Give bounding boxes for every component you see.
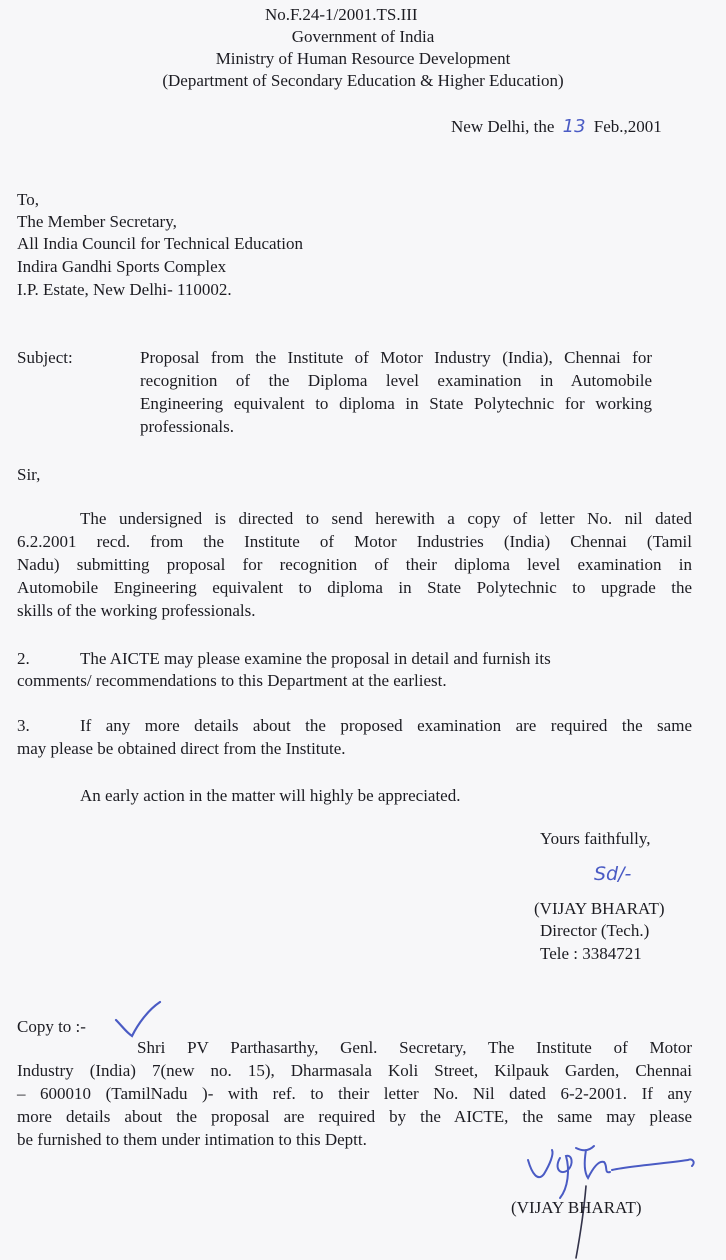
body-line: Automobile Engineering equivalent to diploma in State Polytechnic to upgrade the	[17, 578, 692, 597]
body-line: The AICTE may please examine the proposal in detail and furnish its	[80, 649, 551, 668]
date-line	[451, 116, 662, 138]
paragraph-number: 2.	[17, 649, 30, 668]
subject-line: Engineering equivalent to diploma in State Polytechnic for working	[140, 394, 652, 413]
government-line: Government of India	[291, 27, 435, 46]
closing-line: An early action in the matter will highly be appreciated.	[80, 786, 461, 805]
yours-faithfully: Yours faithfully,	[540, 829, 651, 848]
copy-to-text	[17, 1036, 692, 1151]
body-paragraph-2-first	[80, 647, 692, 670]
body-line: comments/ recommendations to this Department at the earliest.	[17, 671, 447, 690]
sd-handwritten-mark: Sd/-	[594, 863, 632, 885]
body-line: Nadu) submitting proposal for recognition of their diploma level examination in	[17, 555, 692, 574]
copy-to-line: be furnished to them under intimation to this Deptt.	[17, 1130, 367, 1149]
body-paragraph-3-first	[80, 714, 692, 737]
subject-text	[140, 346, 652, 438]
subject-label: Subject:	[17, 348, 73, 367]
salutation: Sir,	[17, 465, 41, 484]
body-line: The undersigned is directed to send herewith a copy of letter No. nil dated	[80, 509, 692, 528]
department-line: (Department of Secondary Education & Higher Education)	[162, 71, 564, 90]
copy-to-line: Shri PV Parthasarthy, Genl. Secretary, The Institute of Motor	[137, 1038, 692, 1057]
recipient-line: All India Council for Technical Education	[17, 234, 303, 253]
signatory-name: (VIJAY BHARAT)	[534, 899, 665, 918]
body-paragraph-1	[17, 507, 692, 622]
to-label: To,	[17, 190, 39, 209]
subject-line: Proposal from the Institute of Motor Industry (India), Chennai for	[140, 348, 652, 367]
signatory-telephone: Tele : 3384721	[540, 944, 642, 963]
subject-line: recognition of the Diploma level examination in Automobile	[140, 371, 652, 390]
recipient-line: I.P. Estate, New Delhi- 110002.	[17, 280, 232, 299]
ministry-line: Ministry of Human Resource Development	[215, 49, 511, 68]
copy-to-label: Copy to :-	[17, 1017, 86, 1036]
recipient-line: The Member Secretary,	[17, 212, 177, 231]
signatory-designation: Director (Tech.)	[540, 921, 650, 940]
subject-line: professionals.	[140, 417, 234, 436]
copy-to-line: Industry (India) 7(new no. 15), Dharmasala Koli Street, Kilpauk Garden, Chennai	[17, 1061, 692, 1080]
recipient-line: Indira Gandhi Sports Complex	[17, 257, 227, 276]
date-day-handwritten: 13	[562, 116, 586, 137]
file-number: No.F.24-1/2001.TS.III	[265, 5, 418, 24]
body-line: If any more details about the proposed examination are required the same	[80, 716, 692, 735]
body-line: may please be obtained direct from the Institute.	[17, 739, 346, 758]
paragraph-number: 3.	[17, 716, 30, 735]
checkmark-icon	[112, 1000, 162, 1040]
copy-to-line: – 600010 (TamilNadu )- with ref. to their letter No. Nil dated 6-2-2001. If any	[17, 1084, 692, 1103]
body-line: 6.2.2001 recd. from the Institute of Motor Industries (India) Chennai (Tamil	[17, 532, 692, 551]
copy-to-line: more details about the proposal are required by the AICTE, the same may please	[17, 1107, 692, 1126]
copy-signatory-name: (VIJAY BHARAT)	[511, 1198, 642, 1217]
date-prefix: New Delhi, the	[451, 117, 555, 136]
date-suffix: Feb.,2001	[593, 117, 662, 136]
body-line: skills of the working professionals.	[17, 601, 256, 620]
